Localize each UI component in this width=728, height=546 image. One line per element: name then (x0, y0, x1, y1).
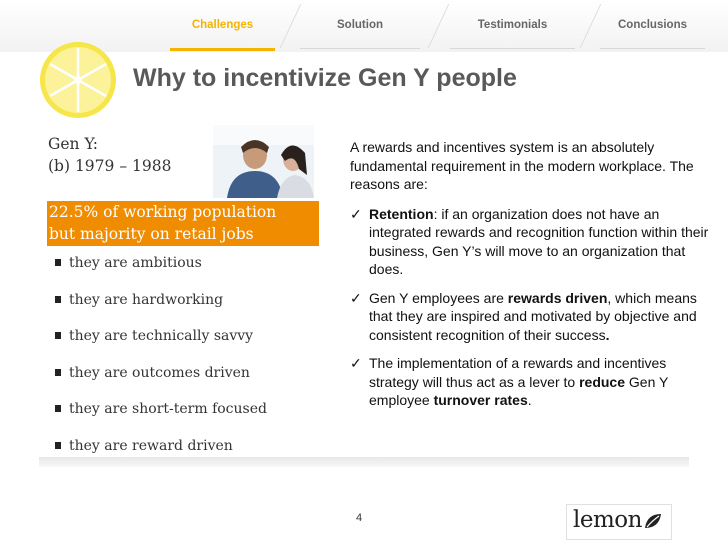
trait-text: they are hardworking (69, 291, 224, 308)
square-bullet-icon (55, 405, 61, 412)
highlight-line: but majority on retail jobs (49, 225, 254, 243)
checkmark-icon: ✓ (350, 289, 362, 306)
list-item (55, 326, 267, 363)
tab-divider (280, 4, 302, 48)
reason-text: The implementation of a rewards and incentives strategy will thus act as a lever to (369, 355, 667, 390)
trait-text: they are outcomes driven (69, 364, 250, 381)
gen-y-traits-list (55, 253, 267, 472)
reason-rewards-driven (350, 289, 710, 345)
trait-text: they are short-term focused (69, 401, 267, 417)
gen-y-birth-years: (b) 1979 – 1988 (48, 157, 172, 175)
square-bullet-icon (55, 332, 61, 339)
checkmark-icon: ✓ (350, 355, 362, 371)
tab-divider (428, 4, 450, 48)
reason-keyword: turnover rates (433, 392, 528, 408)
reason-keyword: rewards driven (507, 289, 608, 306)
tab-conclusions[interactable]: Conclusions (600, 0, 705, 49)
reason-turnover (350, 354, 710, 410)
tab-divider (580, 4, 602, 48)
reason-text: Gen Y employees are (369, 289, 508, 306)
leaf-icon (643, 512, 663, 537)
reason-text: Gen Y employee (369, 373, 669, 408)
square-bullet-icon (55, 442, 61, 449)
footer-divider (39, 457, 689, 467)
reason-period: . (605, 326, 610, 343)
reason-keyword: Retention (369, 205, 434, 222)
reason-keyword: reduce (579, 373, 626, 390)
highlight-line: 22.5% of working population (49, 203, 277, 221)
trait-text: they are technically savvy (69, 328, 254, 344)
gen-y-heading: Gen Y: (48, 135, 99, 153)
list-item (55, 253, 267, 290)
reason-retention (350, 205, 710, 279)
reason-text: , which means that they are inspired and motivated by objective and consistent recognition of their success (369, 289, 697, 343)
square-bullet-icon (55, 259, 61, 266)
reason-text: : if an organization does not have an integrated rewards and recognition function within their business, Gen Y’s will move to an organization that does. (369, 205, 709, 277)
list-item (55, 399, 267, 436)
tab-testimonials[interactable]: Testimonials (450, 0, 575, 49)
population-highlight (47, 201, 319, 246)
square-bullet-icon (55, 296, 61, 303)
slide-title: Why to incentivize Gen Y people (133, 64, 517, 92)
lemon-logo (566, 504, 672, 540)
lemon-slice-icon (38, 40, 118, 120)
checkmark-icon: ✓ (350, 205, 362, 222)
reasons-column (350, 138, 710, 420)
page-number: 4 (356, 512, 363, 524)
square-bullet-icon (55, 369, 61, 376)
tab-challenges[interactable]: Challenges (170, 0, 275, 51)
tab-solution[interactable]: Solution (300, 0, 420, 49)
gen-y-label (48, 133, 171, 177)
reason-text: . (527, 392, 532, 408)
list-item (55, 290, 267, 327)
trait-text: they are reward driven (69, 437, 233, 454)
intro-paragraph: A rewards and incentives system is an absolutely fundamental requirement in the modern workplace. The reasons are: (350, 139, 694, 192)
logo-wordmark: lemon (573, 507, 642, 533)
people-photo (213, 125, 314, 198)
list-item (55, 363, 267, 400)
trait-text: they are ambitious (69, 255, 202, 271)
